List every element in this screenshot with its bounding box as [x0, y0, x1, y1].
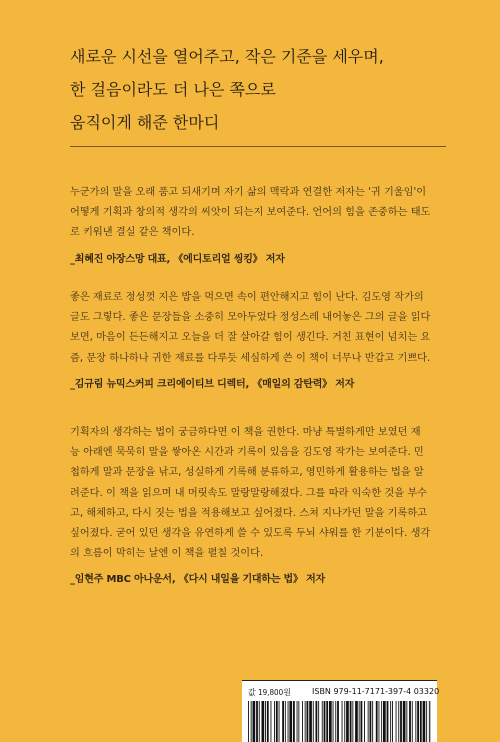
review-3-line: 의 흐름이 막히는 날엔 이 책을 펼칠 것이다.: [70, 544, 450, 564]
review-3-line: 능 아래엔 묵묵히 말을 쌓아온 시간과 기록이 있음을 김도영 작가는 보여준다. 민: [70, 443, 450, 463]
headline-line-1: 새로운 시선을 열어주고, 작은 기준을 세우며,: [70, 40, 450, 73]
review-1-line: 로 키워낸 결실 같은 책이다.: [70, 223, 450, 243]
isbn-label: ISBN 979-11-7171-397-4 03320: [312, 687, 439, 696]
review-1-author: _최혜진 아장스망 대표, 《에디토리얼 씽킹》 저자: [70, 250, 450, 265]
review-2-line: 좋은 재료로 정성껏 지은 밥을 먹으면 속이 편안해지고 힘이 난다. 김도영 작가의: [70, 288, 450, 308]
review-3-line: 고, 해체하고, 다시 짓는 법을 적용해보고 싶어졌다. 스쳐 지나가던 말을 기록하고: [70, 504, 450, 524]
review-1-body: [70, 183, 450, 244]
review-2-body: [70, 288, 450, 369]
review-3-body: [70, 423, 450, 564]
review-1-line: 어떻게 기획과 창의적 생각의 씨앗이 되는지 보여준다. 언어의 힘을 존중하는 태도: [70, 203, 450, 223]
review-3-author: _임현주 MBC 아나운서, 《다시 내일을 기대하는 법》 저자: [70, 570, 450, 585]
review-2-line: 글도 그렇다. 좋은 문장들을 소중히 모아두었다 정성스레 내어놓은 그의 글을 읽다: [70, 308, 450, 328]
divider: [70, 146, 446, 147]
review-2-line: 보면, 마음이 든든해지고 오늘을 더 잘 살아갈 힘이 생긴다. 거친 표현이 넘치는 요: [70, 328, 450, 348]
review-2: [70, 288, 450, 390]
review-3-line: 려준다. 이 책을 읽으며 내 머릿속도 말랑말랑해졌다. 그를 따라 익숙한 것을 부수: [70, 484, 450, 504]
review-3-line: 기획자의 생각하는 법이 궁금하다면 이 책을 권한다. 마냥 특별하게만 보였던 재: [70, 423, 450, 443]
review-1: [70, 183, 450, 265]
barcode-box: [242, 680, 437, 742]
barcode-icon: [248, 701, 431, 742]
review-2-author: _김규림 뉴믹스커피 크리에이티브 디렉터, 《매일의 감탄력》 저자: [70, 375, 450, 390]
headline: [70, 40, 450, 139]
headline-line-2: 한 걸음이라도 더 나은 쪽으로: [70, 73, 450, 106]
review-1-line: 누군가의 말을 오래 품고 되새기며 자기 삶의 맥락과 연결한 저자는 '귀 기울임'이: [70, 183, 450, 203]
price-label: 값 19,800원: [248, 687, 291, 698]
headline-line-3: 움직이게 해준 한마디: [70, 106, 450, 139]
review-2-line: 즘, 문장 하나하나 귀한 재료를 다루듯 세심하게 쓴 이 책이 너무나 반갑고 기쁘다.: [70, 349, 450, 369]
review-3-line: 싶어졌다. 굳어 있던 생각을 유연하게 쓸 수 있도록 두뇌 샤워를 한 기분이다. 생각: [70, 524, 450, 544]
review-3: [70, 423, 450, 585]
review-3-line: 첩하게 말과 문장을 낚고, 성실하게 기록해 분류하고, 영민하게 활용하는 법을 알: [70, 463, 450, 483]
